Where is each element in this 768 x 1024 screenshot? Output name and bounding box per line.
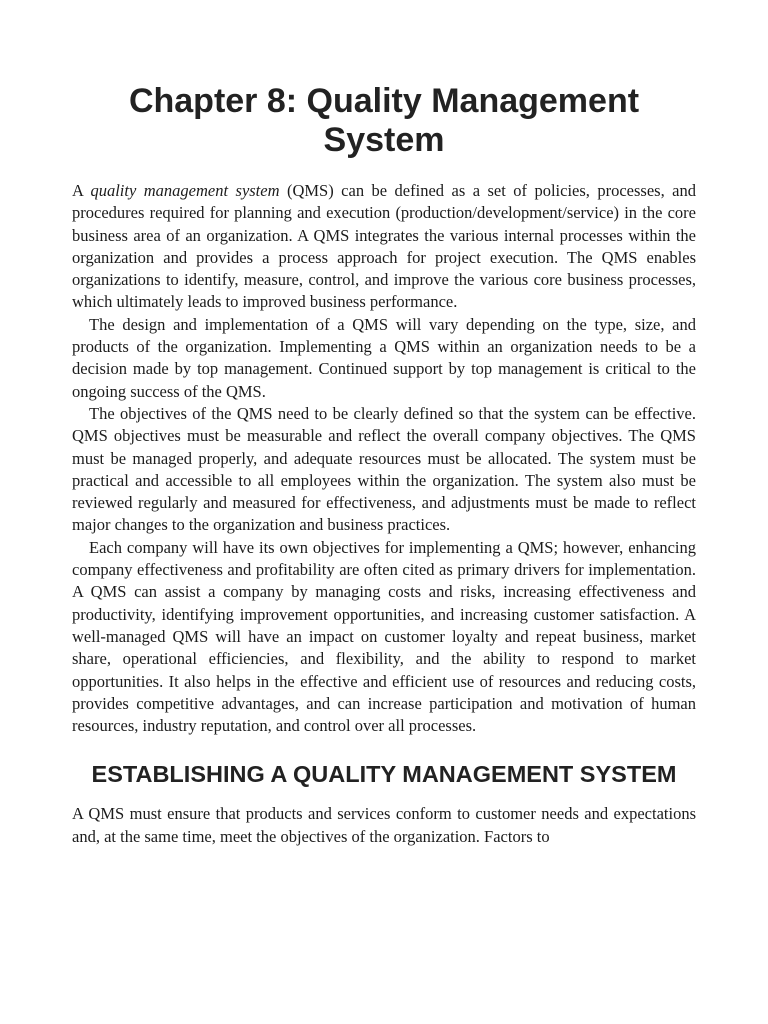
- chapter-title: Chapter 8: Quality Management System: [128, 82, 640, 159]
- paragraph-objectives: The objectives of the QMS need to be clearly defined so that the system can be effective. QMS objectives must be measurable and reflect the overall company objectives. The QMS must be managed properly, and adequate resources must be allocated. The system must be practical and accessible to all employees within the organization. The system also must be reviewed regularly and measured for effectiveness, and adjustments must be made to reflect major changes to the organization and business practices.: [72, 403, 696, 535]
- intro-paragraph: [72, 180, 696, 314]
- intro-lead: A: [72, 181, 91, 200]
- paragraph-design: The design and implementation of a QMS will vary depending on the type, size, and products of the organization. Implementing a QMS within an organization needs to be a decision made by top management. Continued support by top management is critical to the ongoing success of the QMS.: [72, 314, 696, 401]
- intro-term: quality management system: [90, 181, 280, 200]
- section-paragraph: A QMS must ensure that products and services conform to customer needs and expectations and, at the same time, meet the objectives of the organization. Factors to: [72, 804, 696, 846]
- document-page: [72, 82, 696, 848]
- intro-rest: (QMS) can be defined as a set of policies, processes, and procedures required for planning and execution (production/development/service) in the core business area of an organization. A QMS integrates the various internal processes within the organization and provides a process approach for project execution. The QMS enables organizations to identify, measure, control, and improve the various core business processes, which ultimately leads to improved business performance.: [72, 181, 696, 312]
- paragraph-company: Each company will have its own objectives for implementing a QMS; however, enhancing company effectiveness and profitability are often cited as primary drivers for implementation. A QMS can assist a company by managing costs and risks, increasing effectiveness and productivity, identifying improvement opportunities, and increasing customer satisfaction. A well-managed QMS will have an impact on customer loyalty and repeat business, market share, operational efficiencies, and flexibility, and the ability to respond to market opportunities. It also helps in the effective and efficient use of resources and reducing costs, provides competitive advantages, and can increase participation and motivation of human resources, industry reputation, and control over all processes.: [72, 537, 696, 736]
- section-title: ESTABLISHING A QUALITY MANAGEMENT SYSTEM: [91, 761, 677, 788]
